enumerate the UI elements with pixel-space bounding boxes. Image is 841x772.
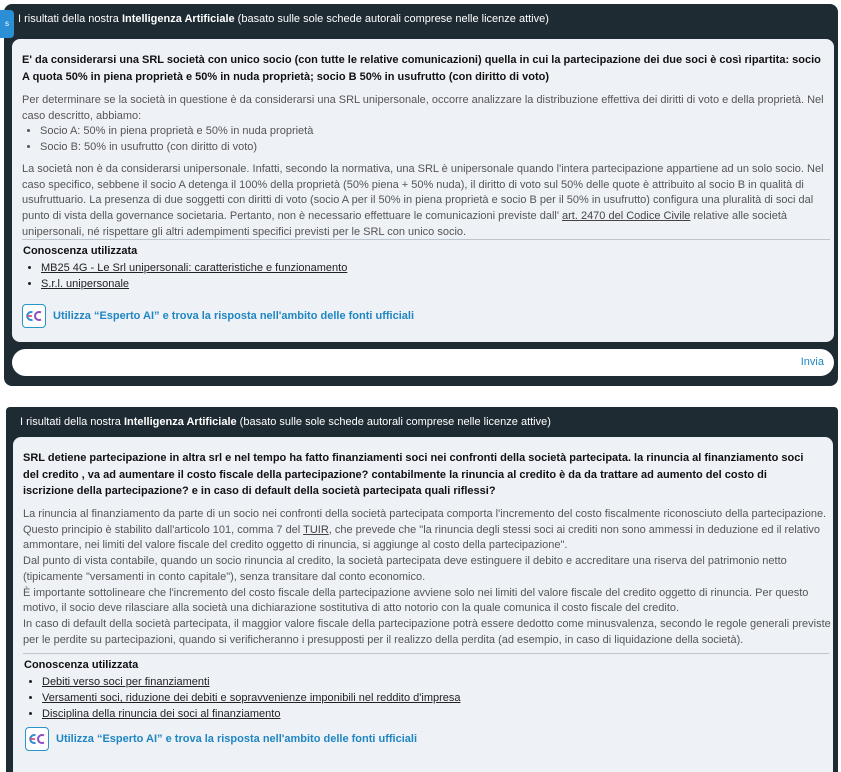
panel-header — [6, 407, 838, 437]
side-tab-marker[interactable]: s — [0, 10, 14, 38]
ec-logo-icon — [22, 304, 46, 328]
divider — [22, 239, 830, 240]
answer-bullet-list — [22, 124, 834, 155]
answer-bullet: • Socio A: 50% in piena proprietà e 50% in nuda proprietà — [40, 124, 834, 140]
esperto-ai-button[interactable] — [25, 727, 417, 751]
knowledge-link[interactable]: • MB25 4G - Le Srl unipersonali: caratteristiche e funzionamento — [41, 260, 347, 276]
esperto-ai-label: Utilizza “Esperto AI” e trova la risposta nell'ambito delle fonti ufficiali — [53, 310, 414, 322]
answer-paragraph — [23, 507, 831, 554]
knowledge-list — [24, 674, 461, 722]
answer-bullet: • Socio B: 50% in usufrutto (con diritto di voto) — [40, 140, 834, 156]
esperto-ai-label: Utilizza “Esperto AI” e trova la risposta nell'ambito delle fonti ufficiali — [56, 733, 417, 745]
send-button[interactable]: Invia — [800, 356, 824, 368]
tuir-link[interactable]: TUIR — [303, 523, 329, 536]
answer-body — [22, 162, 834, 241]
answer-intro: Per determinare se la società in questione è da considerarsi una SRL unipersonale, occorre analizzare la distribuzione effettiva dei diritti di voto e della proprietà. Nel caso descritto, abbiamo: — [22, 94, 824, 122]
knowledge-list — [23, 260, 347, 292]
header-suffix: (basato sulle sole schede autorali comprese nelle licenze attive) — [234, 13, 549, 25]
knowledge-link[interactable]: • Versamenti soci, riduzione dei debiti e sopravvenienze imponibili nel reddito d'impresa — [42, 690, 461, 706]
answer-text — [22, 93, 834, 240]
question-text: SRL detiene partecipazione in altra srl e nel tempo ha fatto finanziamenti soci nei confronti della società partecipata. la rinuncia al finanziamento soci del credito , va ad aumentare il costo fiscale della partecipazione? contabilmente la rinuncia al credito è da da trattare ad aumento del costo di iscrizione della partecipazione? e in caso di default della società partecipata quali riflessi? — [23, 452, 804, 497]
header-prefix: I risultati della nostra — [20, 416, 124, 428]
panel-header — [4, 4, 838, 34]
answer-paragraph-text-end: , che prevede che "la rinuncia degli stessi soci ai crediti non sono ammessi in deduzione ed il relativo ammontare, nei limiti del valore fiscale del credito oggetto di rinuncia, si aggiunge al costo della partecipazione". — [23, 523, 821, 552]
chat-input-field[interactable] — [12, 349, 834, 376]
answer-paragraph: È importante sottolineare che l'incremento del costo fiscale della partecipazione avviene solo nei limiti del valore fiscale del credito oggetto di rinuncia. Per questo motivo, il socio deve rilasciare alla società una dichiarazione sostitutiva di atto notorio con la quale comunica il costo fiscale del credito. — [23, 586, 809, 615]
answer-paragraph: In caso di default della società partecipata, il maggior valore fiscale della partecipazione potrà essere dedotto come minusvalenza, secondo le regole generali previste per le perdite su partecipazioni, quando si verificheranno i presupposti per il realizzo della perdita (ad esempio, in caso di liquidazione della società). — [23, 617, 831, 646]
ai-results-panel-2 — [6, 407, 838, 772]
answer-card — [13, 437, 833, 772]
header-prefix: I risultati della nostra — [18, 13, 122, 25]
knowledge-link[interactable]: • S.r.l. unipersonale — [41, 276, 347, 292]
knowledge-title: Conoscenza utilizzata — [24, 659, 139, 671]
ai-results-panel-1 — [4, 4, 838, 386]
answer-paragraph: Dal punto di vista contabile, quando un socio rinuncia al credito, la società partecipata deve estinguere il debito e accreditare una riserva del patrimonio netto (tipicamente "versamenti in conto capitale"), senza transitare dal conto economico. — [23, 555, 787, 583]
header-bold: Intelligenza Artificiale — [121, 13, 235, 25]
knowledge-title: Conoscenza utilizzata — [23, 245, 138, 257]
header-suffix: (basato sulle sole schede autorali comprese nelle licenze attive) — [236, 416, 551, 428]
answer-text — [23, 507, 831, 648]
knowledge-link[interactable]: • Debiti verso soci per finanziamenti — [42, 674, 461, 690]
answer-body-text: La società non è da considerarsi unipersonale. Infatti, secondo la normativa, una SRL è unipersonale quando l'intera partecipazione appartiene ad un solo socio. Nel caso specifico, sebbene il socio A detenga il 100% della proprietà (50% piena + 50% nuda), il diritto di voto sul 50% delle quote è attribuito al socio B in qualità di usufruttuario. La presenza di due soggetti con diritti di voto (socio A per il 50% in piena proprietà e socio B per il 50% in usufrutto) configura una pluralità di soci dal punto di vista della governance societaria. Pertanto, non è necessario effettuare le comunicazioni previste dall' — [22, 162, 824, 222]
answer-paragraph-text: La rinuncia al finanziamento da parte di un socio nei confronti della società partecipata comporta l'incremento del costo fiscalmente riconosciuto della partecipazione. Questo principio è stabilito dall'articolo 101, comma 7 del — [23, 508, 827, 536]
answer-body-text-end: relative alle società unipersonali, né rispettare gli altri adempimenti specifici previsti per le SRL con unico socio. — [22, 209, 788, 238]
question-text: E' da considerarsi una SRL società con unico socio (con tutte le relative comunicazioni) quella in cui la partecipazione dei due soci è così ripartita: socio A quota 50% in piena proprietà e 50% in nuda proprietà; socio B 50% in usufrutto (con diritto di voto) — [22, 54, 821, 83]
knowledge-link[interactable]: • Disciplina della rinuncia dei soci al finanziamento — [42, 706, 461, 722]
answer-card — [12, 39, 834, 342]
ec-logo-icon — [25, 727, 49, 751]
law-reference-link[interactable]: art. 2470 del Codice Civile — [562, 209, 691, 222]
esperto-ai-button[interactable] — [22, 304, 414, 328]
divider — [23, 653, 829, 654]
header-bold: Intelligenza Artificiale — [123, 416, 237, 428]
